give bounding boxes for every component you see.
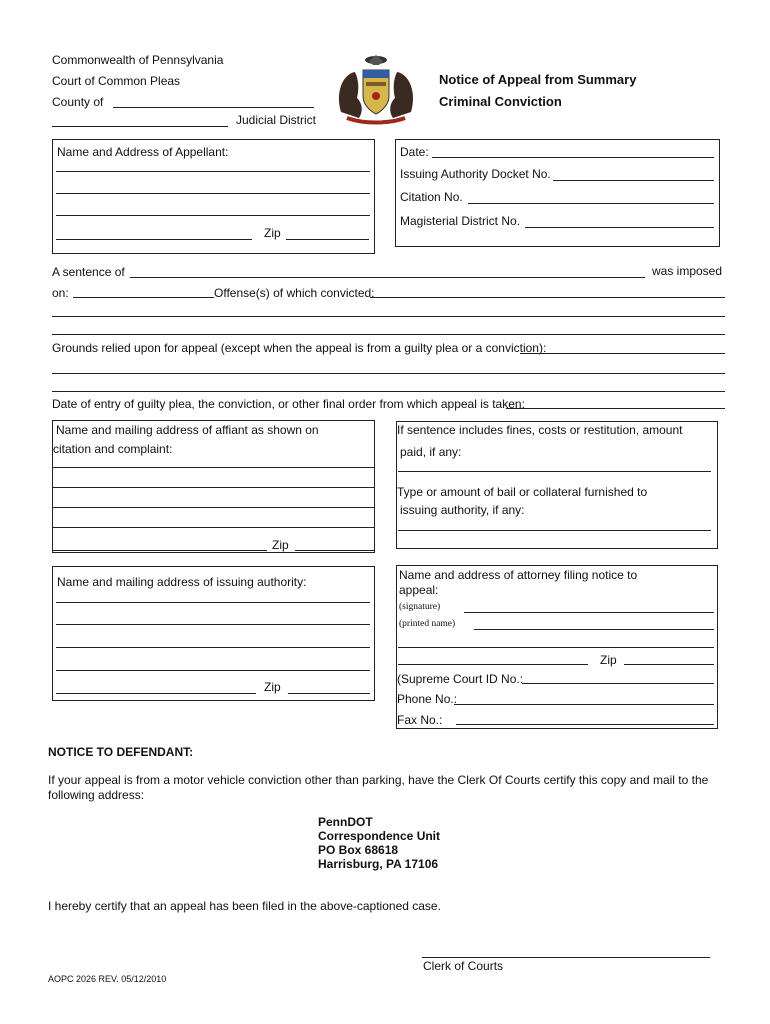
affiant-label-2: citation and complaint: bbox=[53, 442, 173, 456]
issuing-address-line[interactable] bbox=[56, 647, 370, 648]
printed-name-label: (printed name) bbox=[399, 619, 456, 629]
fines-paid-field[interactable] bbox=[398, 471, 711, 472]
magisterial-no-label: Magisterial District No. bbox=[400, 214, 521, 228]
affiant-address-line[interactable] bbox=[52, 527, 374, 528]
bail-field[interactable] bbox=[398, 530, 711, 531]
attorney-label-2: appeal: bbox=[399, 583, 439, 597]
appellant-zip-label: Zip bbox=[264, 226, 281, 240]
attorney-label-1: Name and address of attorney filing notice to bbox=[399, 568, 638, 582]
offense-line[interactable] bbox=[52, 316, 725, 317]
affiant-zip-field[interactable] bbox=[295, 550, 374, 551]
attorney-zip-field[interactable] bbox=[624, 664, 714, 665]
sentence-date-field[interactable] bbox=[73, 297, 214, 298]
grounds-field[interactable] bbox=[520, 353, 725, 354]
sentence-suffix: was imposed bbox=[652, 264, 723, 278]
appellant-address-line[interactable] bbox=[56, 171, 370, 172]
supreme-court-id-field[interactable] bbox=[522, 683, 714, 684]
penndot-address-line: PennDOT bbox=[318, 815, 373, 829]
appellant-zip-field[interactable] bbox=[286, 239, 369, 240]
docket-no-field[interactable] bbox=[553, 180, 714, 181]
judicial-district-label: Judicial District bbox=[236, 113, 317, 127]
appellant-address-line[interactable] bbox=[56, 239, 252, 240]
entry-date-label: Date of entry of guilty plea, the conviction, or other final order from which appeal is taken: bbox=[52, 397, 525, 411]
form-title-line1: Notice of Appeal from Summary bbox=[439, 72, 637, 87]
issuing-authority-label: Name and mailing address of issuing authority: bbox=[57, 575, 307, 589]
phone-label: Phone No.: bbox=[397, 692, 458, 706]
county-field[interactable] bbox=[113, 107, 314, 108]
affiant-label-1: Name and mailing address of affiant as shown on bbox=[56, 423, 319, 437]
judicial-district-field[interactable] bbox=[52, 126, 228, 127]
notice-body-line1: If your appeal is from a motor vehicle conviction other than parking, have the Clerk Of Courts certify this copy and mail to the bbox=[48, 773, 709, 787]
affiant-address-line[interactable] bbox=[52, 507, 374, 508]
citation-no-field[interactable] bbox=[468, 203, 714, 204]
bail-label-1: Type or amount of bail or collateral furnished to bbox=[397, 485, 648, 499]
penndot-address-line: Correspondence Unit bbox=[318, 829, 441, 843]
header-commonwealth: Commonwealth of Pennsylvania bbox=[52, 53, 224, 67]
appellant-label: Name and Address of Appellant: bbox=[57, 145, 229, 159]
date-label: Date: bbox=[400, 145, 429, 159]
attorney-printed-name-field[interactable] bbox=[474, 629, 714, 630]
issuing-zip-label: Zip bbox=[264, 680, 281, 694]
grounds-line[interactable] bbox=[52, 373, 725, 374]
clerk-of-courts-label: Clerk of Courts bbox=[423, 959, 504, 973]
sentence-prefix: A sentence of bbox=[52, 265, 125, 279]
pennsylvania-seal-icon bbox=[333, 52, 419, 126]
county-label: County of bbox=[52, 95, 104, 109]
issuing-address-line[interactable] bbox=[56, 693, 256, 694]
docket-no-label: Issuing Authority Docket No. bbox=[400, 167, 551, 181]
penndot-address-line: Harrisburg, PA 17106 bbox=[318, 857, 439, 871]
fines-label-1: If sentence includes fines, costs or restitution, amount bbox=[397, 423, 683, 437]
issuing-zip-field[interactable] bbox=[288, 693, 370, 694]
signature-label: (signature) bbox=[399, 602, 441, 612]
penndot-address-line: PO Box 68618 bbox=[318, 843, 399, 857]
citation-no-label: Citation No. bbox=[400, 190, 463, 204]
affiant-zip-label: Zip bbox=[272, 538, 289, 552]
sentence-field[interactable] bbox=[130, 277, 645, 278]
offense-label: Offense(s) of which convicted: bbox=[214, 286, 375, 300]
appellant-address-line[interactable] bbox=[56, 215, 370, 216]
attorney-address-line[interactable] bbox=[398, 664, 588, 665]
phone-field[interactable] bbox=[454, 704, 714, 705]
grounds-line[interactable] bbox=[52, 391, 725, 392]
attorney-signature-field[interactable] bbox=[464, 612, 714, 613]
form-title-line2: Criminal Conviction bbox=[439, 94, 562, 109]
attorney-zip-label: Zip bbox=[600, 653, 617, 667]
notice-body-line2: following address: bbox=[48, 788, 145, 802]
grounds-label: Grounds relied upon for appeal (except when the appeal is from a guilty plea or a conviction): bbox=[52, 341, 547, 355]
affiant-address-line[interactable] bbox=[52, 550, 267, 551]
appellant-address-line[interactable] bbox=[56, 193, 370, 194]
issuing-address-line[interactable] bbox=[56, 670, 370, 671]
clerk-signature-field[interactable] bbox=[422, 957, 710, 958]
notice-heading: NOTICE TO DEFENDANT: bbox=[48, 745, 194, 759]
attorney-address-line[interactable] bbox=[398, 647, 714, 648]
issuing-address-line[interactable] bbox=[56, 602, 370, 603]
fax-field[interactable] bbox=[456, 724, 714, 725]
bail-label-2: issuing authority, if any: bbox=[400, 503, 525, 517]
fax-label: Fax No.: bbox=[397, 713, 443, 727]
affiant-address-line[interactable] bbox=[52, 467, 374, 468]
form-id: AOPC 2026 REV. 05/12/2010 bbox=[48, 974, 167, 984]
date-field[interactable] bbox=[432, 157, 714, 158]
offense-field[interactable] bbox=[370, 297, 725, 298]
certification-text: I hereby certify that an appeal has been filed in the above-captioned case. bbox=[48, 899, 441, 913]
entry-date-field[interactable] bbox=[506, 408, 725, 409]
affiant-address-line[interactable] bbox=[52, 487, 374, 488]
header-court: Court of Common Pleas bbox=[52, 74, 181, 88]
fines-label-2: paid, if any: bbox=[400, 445, 462, 459]
magisterial-no-field[interactable] bbox=[525, 227, 714, 228]
supreme-court-id-label: (Supreme Court ID No.: bbox=[397, 672, 524, 686]
issuing-address-line[interactable] bbox=[56, 624, 370, 625]
offense-line[interactable] bbox=[52, 334, 725, 335]
on-label: on: bbox=[52, 286, 69, 300]
